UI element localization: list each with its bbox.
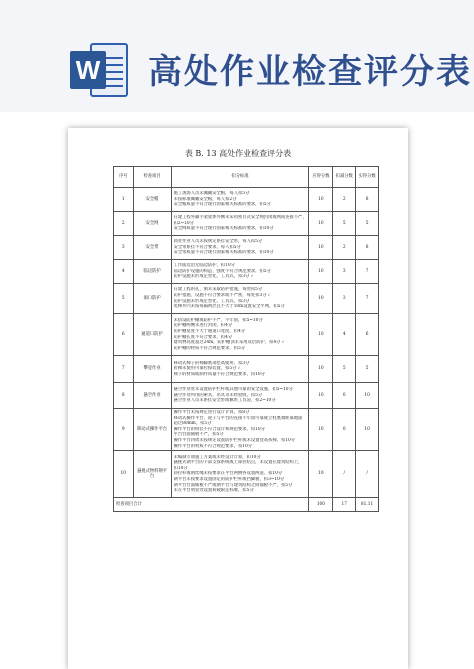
row-item: 悬空作业 [133, 383, 171, 409]
row-deducted-score: 3 [333, 284, 356, 314]
table-row [114, 260, 379, 284]
header-deducted-score: 扣减分数 [333, 167, 356, 188]
score-table [113, 166, 379, 512]
row-deducted-score: 5 [333, 356, 356, 383]
row-item: 攀登作业 [133, 356, 171, 383]
row-actual-score: / [356, 451, 379, 498]
table-row [114, 451, 379, 498]
total-due: 100 [309, 498, 333, 512]
criteria-line: 平台台面铺板不严，扣5分 [173, 432, 224, 438]
criteria-line: 工作面边沿无临边防护，扣10分 [173, 263, 235, 269]
criteria-line: 防护措施、设施不符合要求或不严密，每处扣3分 ✓ [173, 292, 271, 298]
row-item: 安全帽 [133, 188, 171, 212]
row-actual-score: 7 [356, 284, 379, 314]
row-actual-score: 10 [356, 383, 379, 409]
criteria-line: 电梯井内未按每隔两层且不大于10m设置安全平网，扣5分 [173, 304, 285, 310]
header-criteria: 扣分标准 [171, 167, 309, 188]
row-deducted-score: / [333, 451, 356, 498]
row-criteria [171, 284, 309, 314]
criteria-line: 未编制专项施工方案或未经设计计算，扣10分 [173, 454, 261, 460]
banner-title: 高处作业检查评分表 [148, 52, 472, 92]
row-deducted-score: 0 [333, 409, 356, 451]
criteria-line: 梯子的材质或制作质量不符合规范要求，扣10分 [173, 371, 265, 377]
row-criteria [171, 188, 309, 212]
row-actual-score: 5 [356, 356, 379, 383]
criteria-line: 防护棚的材质不符合规范要求，扣5分 [173, 345, 246, 351]
row-criteria [171, 409, 309, 451]
header-due-score: 应得分数 [309, 167, 333, 188]
criteria-line: 操作平台的组装不符合设计和规范要求，扣10分 [173, 426, 265, 432]
header-banner [0, 0, 474, 112]
row-index: 7 [114, 356, 134, 383]
criteria-line: 移动式梯子的梯脚底部垫高使用，扣3分 [173, 360, 250, 366]
total-row [114, 498, 379, 512]
row-actual-score: 7 [356, 260, 379, 284]
row-due-score: 10 [309, 356, 333, 383]
table-row [114, 188, 379, 212]
criteria-line: 扣10分 [173, 465, 188, 471]
criteria-line: 防护设施未形成定型化、工具式，扣3分 [173, 298, 250, 304]
row-index: 5 [114, 284, 134, 314]
criteria-line: 在建工程外脚手架架体外侧未采用密目式安全网封闭或网间连接不严， [173, 215, 307, 221]
row-index: 8 [114, 383, 134, 409]
header-item: 检查项目 [133, 167, 171, 188]
row-index: 3 [114, 236, 134, 260]
row-due-score: 10 [309, 314, 333, 356]
header-actual-score: 实得分数 [356, 167, 379, 188]
row-item: 悬挑式物料钢平台 [133, 451, 171, 498]
criteria-line: 防护棚宽度不大于通道口宽度，扣4分 [173, 328, 246, 334]
criteria-line: 悬空作业处未设置防护栏杆或其他可靠的安全设施，扣5~10分 [173, 387, 293, 393]
criteria-line: 移动式操作平台，轮子与平台的连接不牢固可靠或立柱底端距离地面 [173, 415, 303, 421]
row-deducted-score: 3 [333, 260, 356, 284]
row-deducted-score: 4 [333, 314, 356, 356]
total-deducted: 17 [333, 498, 356, 512]
criteria-line: 未按标准佩戴安全帽，每人扣2分 [173, 196, 237, 202]
criteria-line: 操作平台四周未按规定设置防护栏杆或未设置登高扶梯，扣10分 [173, 437, 296, 443]
row-index: 4 [114, 260, 134, 284]
row-index: 1 [114, 188, 134, 212]
criteria-line: 未搭设防护棚或防护不严、不牢固，扣5~10分 [173, 317, 263, 323]
criteria-line: 超过80mm，扣5分 [173, 421, 212, 427]
table-row [114, 236, 379, 260]
row-criteria [171, 451, 309, 498]
criteria-line: 防护棚长度不符合要求，扣4分 [173, 334, 233, 340]
row-due-score: 10 [309, 260, 333, 284]
row-due-score: 10 [309, 409, 333, 451]
row-actual-score: 5 [356, 212, 379, 236]
criteria-line: 临边防护设施的构造、强度不符合规范要求，扣5分 [173, 268, 271, 274]
row-due-score: 10 [309, 236, 333, 260]
criteria-line: 安全网质量不符合现行国家相关标准的要求，扣10分 [173, 226, 274, 232]
row-item: 临边防护 [133, 260, 171, 284]
row-item: 移动式操作平台 [133, 409, 171, 451]
row-deducted-score: 2 [333, 188, 356, 212]
row-due-score: 10 [309, 284, 333, 314]
row-due-score: 10 [309, 451, 333, 498]
row-item: 洞口防护 [133, 284, 171, 314]
word-icon-letter: W [70, 51, 106, 89]
table-title: 表 B. 13 高处作业检查评分表 [184, 149, 292, 158]
row-due-score: 10 [309, 188, 333, 212]
total-actual: 81.11 [356, 498, 379, 512]
criteria-line: 安全帽质量不符合现行国家相关标准的要求，扣5分 [173, 202, 271, 208]
row-deducted-score: 0 [333, 383, 356, 409]
criteria-line: 悬空作业所用的索具、吊具等未经验收，扣5分 [173, 392, 263, 398]
criteria-line: 扣2~10分 [173, 220, 194, 226]
row-item: 安全网 [133, 212, 171, 236]
table-row [114, 383, 379, 409]
row-index: 2 [114, 212, 134, 236]
table-row [114, 284, 379, 314]
table-row [114, 356, 379, 383]
row-actual-score: 8 [356, 188, 379, 212]
row-index: 10 [114, 451, 134, 498]
table-row [114, 409, 379, 451]
row-actual-score: 8 [356, 236, 379, 260]
row-criteria [171, 260, 309, 284]
total-label: 检查项目合计 [114, 498, 309, 512]
row-index: 6 [114, 314, 134, 356]
criteria-line: 操作平台未按规定进行设计计算，扣8分 [173, 410, 250, 415]
row-criteria [171, 236, 309, 260]
criteria-line: 安全带质量不符合现行国家相关标准的要求，扣10分 [173, 250, 274, 256]
table-header-row [114, 167, 379, 188]
criteria-line: 施工现场人员未佩戴安全帽，每人扣5分 [173, 191, 250, 197]
header-index: 序号 [114, 167, 134, 188]
criteria-line: 钢平台未按要求设置固定的防护栏杆或挡脚板，扣3~10分 [173, 476, 285, 482]
row-criteria [171, 212, 309, 236]
row-deducted-score: 2 [333, 236, 356, 260]
row-deducted-score: 5 [333, 212, 356, 236]
row-due-score: 10 [309, 383, 333, 409]
row-item: 通道口防护 [133, 314, 171, 356]
row-due-score: 10 [309, 212, 333, 236]
row-criteria [171, 383, 309, 409]
row-criteria [171, 356, 309, 383]
row-actual-score: 10 [356, 409, 379, 451]
criteria-line: 未在平台明显处设置荷载限定标牌，扣5分 [173, 488, 254, 494]
criteria-line: 钢平台台面铺板不严或钢平台与建筑结构之间铺板不严，扣5分 [173, 482, 293, 488]
criteria-line: 在建工程的孔、洞未采取防护措施，每处扣5分 [173, 287, 263, 293]
criteria-line: 安全带系挂不符合要求，每人扣5分 [173, 244, 241, 250]
row-criteria [171, 314, 309, 356]
row-item: 安全带 [133, 236, 171, 260]
criteria-line: 高处作业人员未按规定系挂安全带，每人扣5分 [173, 239, 263, 245]
criteria-line: 悬空作业人员未系挂安全带或佩带工具袋，扣2~10分 [173, 398, 276, 404]
row-index: 9 [114, 409, 134, 451]
criteria-line: 建筑物高度超过24m，防护棚顶未采用双层防护，扣4分 ✓ [173, 340, 285, 346]
criteria-line: 防护设施未形成定型化、工具式，扣3分 ✓ [173, 274, 254, 280]
criteria-line: 折梯未使用可靠拉撑装置，扣5分 ✓ [173, 366, 241, 372]
row-actual-score: 6 [356, 314, 379, 356]
table-row [114, 212, 379, 236]
word-icon [70, 43, 128, 97]
criteria-line: 悬挑式钢平台的下部支撑系统或上部拉结点，未设置在建筑结构上， [173, 460, 303, 466]
criteria-line: 斜拉杆或钢丝绳未按要求在平台两侧各设置两道，扣10分 [173, 471, 283, 477]
criteria-line: 防护棚两侧未进行封闭，扣4分 [173, 323, 233, 329]
criteria-line: 操作平台的材质不符合规范要求，扣10分 [173, 443, 253, 449]
table-row [114, 314, 379, 356]
